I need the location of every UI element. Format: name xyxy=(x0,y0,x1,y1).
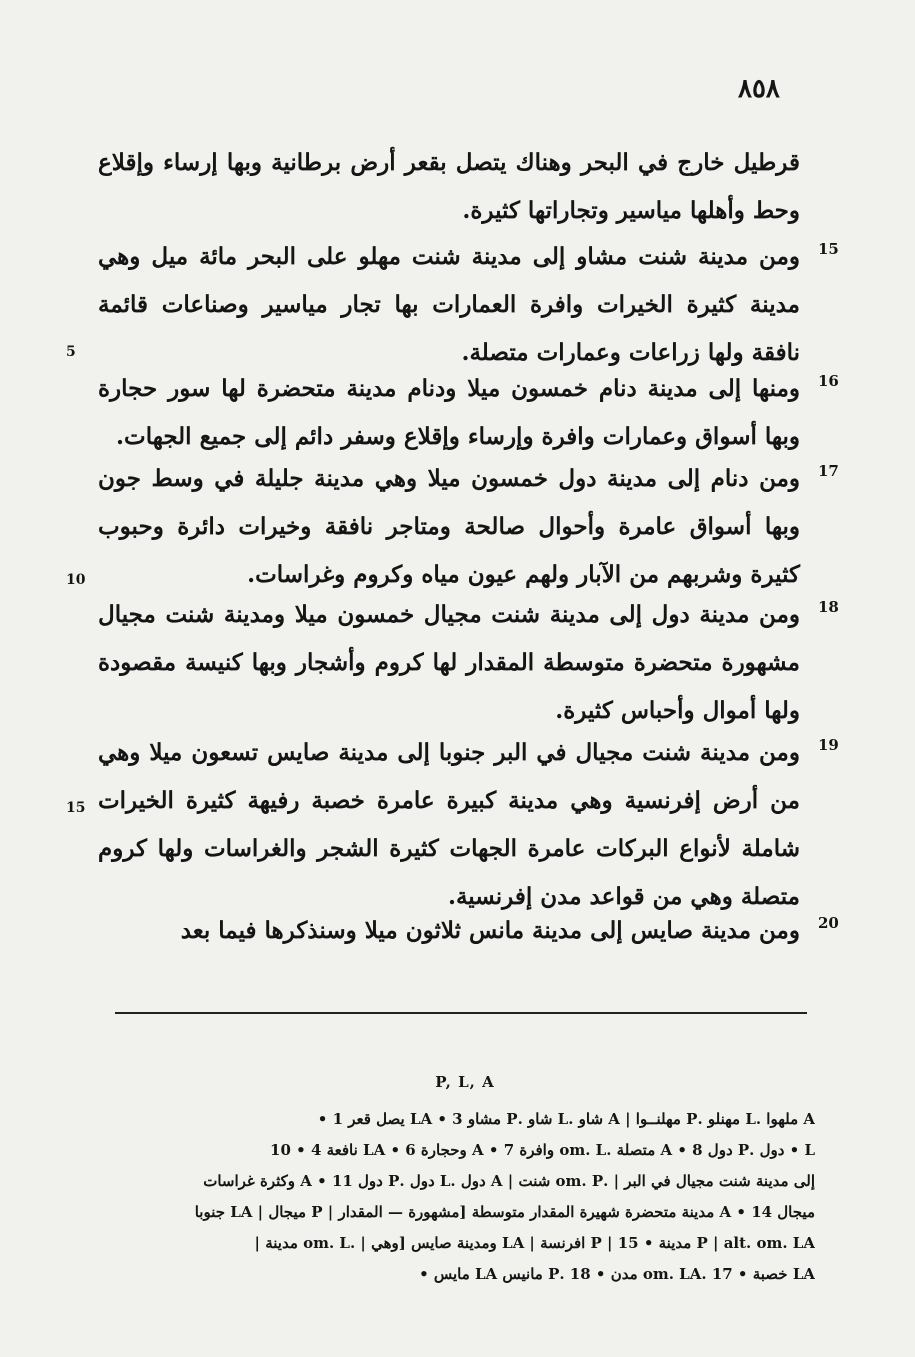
paragraph-number: 15 xyxy=(818,240,839,258)
apparatus-line: ميجال 14 • A مدينة متحضرة شهيرة المقدار متوسطة [مشهورة — المقدار | P ميجال | LA جنوبا xyxy=(194,1203,815,1221)
apparatus-line: L • دول .P دول 8 • A متصلة .om. L وافرة 7 • A وحجارة 6 • LA نافعة 4 • 10 xyxy=(270,1141,815,1159)
page-number: ٨٥٨ xyxy=(738,74,780,104)
paragraph-number: 19 xyxy=(818,736,839,754)
line-number: 15 xyxy=(66,800,86,816)
paragraph-number: 16 xyxy=(818,372,839,390)
apparatus-line: P | alt. om. LA مدينة • 15 | P افرنسة | LA ومدينة صايس [وهي | .om. L مدينة | xyxy=(254,1234,815,1252)
paragraph: ومن مدينة شنت مجيال في البر جنوبا إلى مدينة صايس تسعون ميلا وهي من أرض إفرنسية وهي مدينة كبيرة عامرة خصبة رفيهة كثيرة الخيرات شاملة لأنواع البركات عامرة الجهات كثيرة الشجر والغراسات ولها كروم متصلة وهي من قواعد مدن إفرنسية. xyxy=(98,739,800,910)
paragraph: ومن مدينة دول إلى مدينة شنت مجيال خمسون ميلا ومدينة شنت مجيال مشهورة متحضرة متوسطة المقدار لها كروم وأشجار وبها كنيسة مقصودة ولها أموال وأحباس كثيرة. xyxy=(98,601,800,724)
paragraph-number: 18 xyxy=(818,598,839,616)
paragraph-continuation: قرطيل خارج في البحر وهناك يتصل بقعر أرض برطانية وبها إرساء وإقلاع وحط وأهلها مياسير وتجاراتها كثيرة. xyxy=(98,149,800,224)
apparatus-line: A ملهوا .L مهنلو .P مهلنــوا | A شاو .L شاو .P مشاو 3 • LA يصل قعر 1 • xyxy=(317,1110,815,1128)
line-number: 10 xyxy=(66,572,86,588)
manuscript-sigla: P, L, A xyxy=(435,1073,495,1091)
paragraph: ومن دنام إلى مدينة دول خمسون ميلا وهي مدينة جليلة في وسط جون وبها أسواق عامرة وأحوال صالحة ومتاجر نافقة وخيرات دائرة وحبوب كثيرة وشربهم من الآبار ولهم عيون مياه وكروم وغراسات. xyxy=(98,465,800,588)
paragraph: ومن مدينة شنت مشاو إلى مدينة شنت مهلو على البحر مائة ميل وهي مدينة كثيرة الخيرات وافرة العمارات بها تجار مياسير وصناعات قائمة نافقة ولها زراعات وعمارات متصلة. xyxy=(98,243,800,366)
apparatus-line: LA خصبة • 17 .om. LA مدن • 18 .P مانيس LA مايس • xyxy=(419,1265,815,1283)
paragraph-number: 20 xyxy=(818,914,839,932)
line-number: 5 xyxy=(66,344,76,360)
paragraph: ومنها إلى مدينة دنام خمسون ميلا ودنام مدينة متحضرة لها سور حجارة وبها أسواق وعمارات وافرة وإرساء وإقلاع وسفر دائم إلى جميع الجهات. xyxy=(98,375,800,450)
paragraph-number: 17 xyxy=(818,462,839,480)
apparatus-line: إلى مدينة شنت مجيال في البر | .om. P شنت | A دول .L دول .P دول 11 • A وكثرة غراسات xyxy=(203,1172,815,1190)
paragraph: ومن مدينة صايس إلى مدينة مانس ثلاثون ميلا وسنذكرها فيما بعد xyxy=(180,917,800,944)
critical-apparatus xyxy=(110,1104,815,1290)
footnote-divider xyxy=(115,1012,807,1014)
